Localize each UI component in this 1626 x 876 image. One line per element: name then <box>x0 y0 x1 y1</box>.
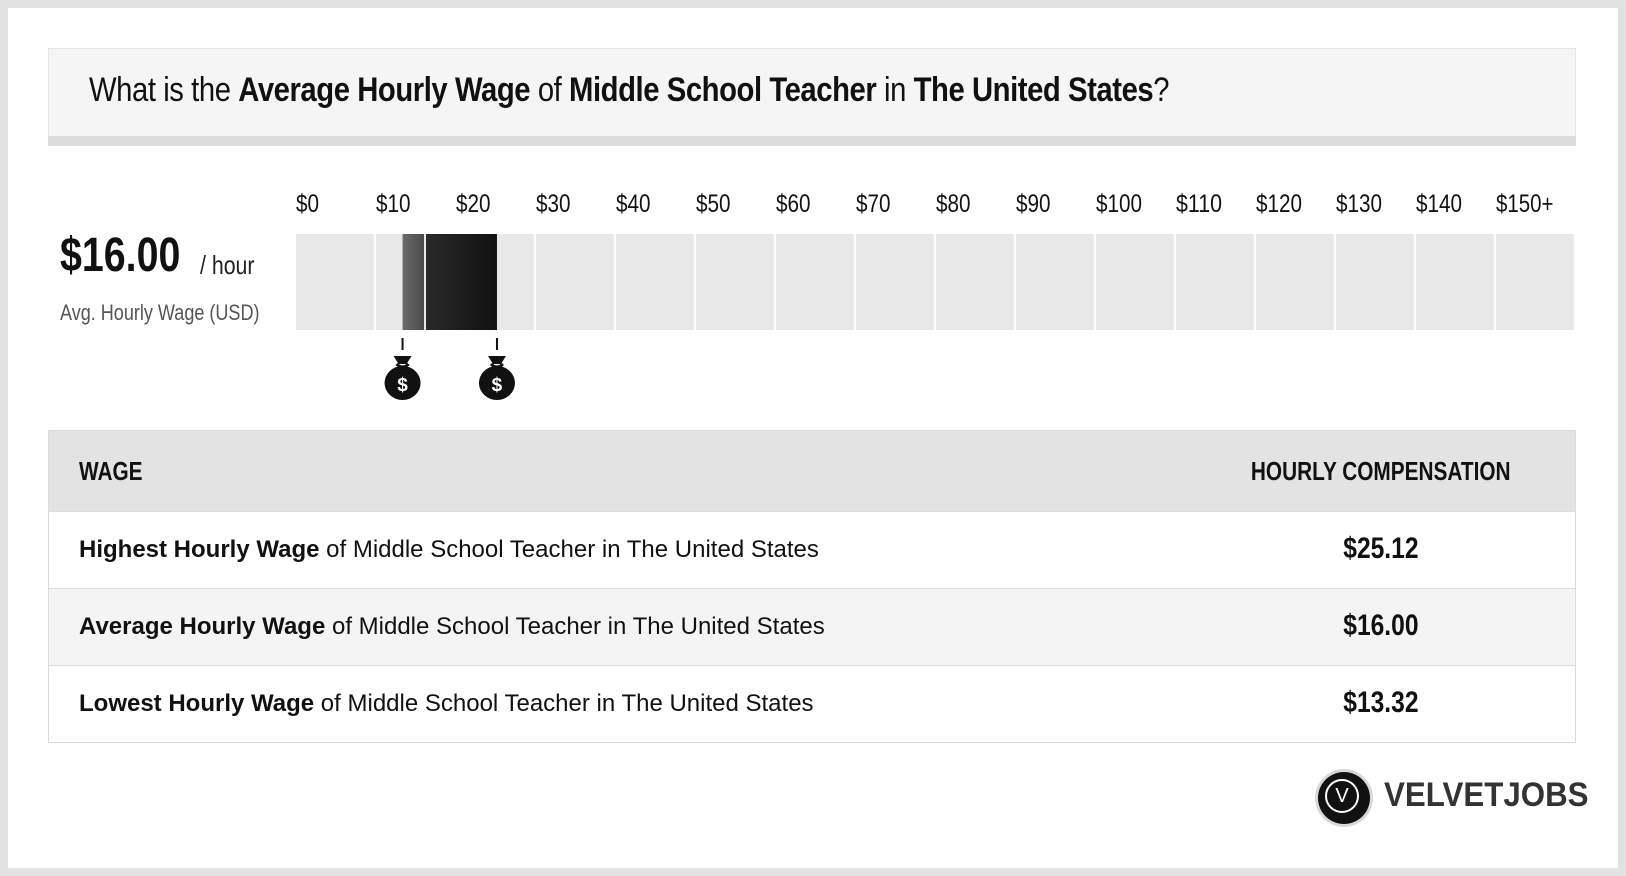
track-cell <box>536 234 614 330</box>
tick-label: $100 <box>1096 190 1142 218</box>
brand-name: VELVETJOBS <box>1384 776 1589 814</box>
track-cell <box>616 234 694 330</box>
tick-label: $10 <box>376 190 411 218</box>
wage-range-chart <box>0 0 1626 420</box>
row-value: $25.12 <box>1343 532 1419 565</box>
table-header <box>49 431 1575 511</box>
money-bag-icon <box>385 356 421 400</box>
track-cell <box>1336 234 1414 330</box>
logo-letter: V <box>1325 779 1359 813</box>
table-row <box>49 511 1575 588</box>
table-row <box>49 588 1575 665</box>
row-label-rest: of Middle School Teacher in The United States <box>314 690 814 717</box>
header-hourly-compensation: HOURLY COMPENSATION <box>1251 456 1511 486</box>
track-cell <box>1256 234 1334 330</box>
track-cell <box>856 234 934 330</box>
track-cell <box>1016 234 1094 330</box>
row-value: $16.00 <box>1343 609 1419 642</box>
header-wage: WAGE <box>79 456 143 486</box>
title-metric: Average Hourly Wage <box>238 71 531 109</box>
row-value: $13.32 <box>1343 686 1419 719</box>
money-bag-glyph: $ <box>491 375 503 396</box>
average-wage-value: $16.00 <box>60 229 181 282</box>
row-label-bold: Lowest Hourly Wage <box>79 690 315 717</box>
title-of: of <box>530 71 570 109</box>
table-row <box>49 665 1575 742</box>
average-wage-label: Avg. Hourly Wage (USD) <box>60 300 260 325</box>
title-suffix: ? <box>1153 71 1170 109</box>
tick-label: $120 <box>1256 190 1302 218</box>
tick-label: $0 <box>296 190 319 218</box>
row-label <box>79 613 825 641</box>
tick-label: $110 <box>1176 190 1222 218</box>
track-cell <box>1176 234 1254 330</box>
average-wage-unit: / hour <box>200 250 255 280</box>
tick-label: $50 <box>696 190 731 218</box>
money-bag-icon <box>479 356 515 400</box>
row-label <box>79 536 819 564</box>
tick-label: $40 <box>616 190 651 218</box>
wage-table <box>48 430 1576 743</box>
track-cell <box>1096 234 1174 330</box>
velvetjobs-brand[interactable] <box>1318 770 1589 828</box>
average-to-high-bar <box>426 234 497 330</box>
track-cell <box>936 234 1014 330</box>
tick-label: $130 <box>1336 190 1382 218</box>
track-cell <box>696 234 774 330</box>
tick-label: $30 <box>536 190 571 218</box>
track-cell <box>1416 234 1494 330</box>
row-label-bold: Average Hourly Wage <box>79 613 326 640</box>
low-to-average-bar <box>403 234 424 330</box>
tick-label: $70 <box>856 190 891 218</box>
row-label-rest: of Middle School Teacher in The United States <box>325 613 825 640</box>
track-cell <box>1496 234 1574 330</box>
velvetjobs-logo-icon <box>1318 772 1370 824</box>
row-label-bold: Highest Hourly Wage <box>79 536 320 563</box>
tick-label: $60 <box>776 190 811 218</box>
tick-label: $20 <box>456 190 491 218</box>
tick-label: $80 <box>936 190 971 218</box>
title-location: The United States <box>913 71 1154 109</box>
tick-label: $140 <box>1416 190 1462 218</box>
tick-label: $90 <box>1016 190 1051 218</box>
title-prefix: What is the <box>89 71 239 109</box>
row-label-rest: of Middle School Teacher in The United States <box>319 536 819 563</box>
title-job: Middle School Teacher <box>569 71 877 109</box>
track-cell <box>776 234 854 330</box>
title-in: in <box>876 71 914 109</box>
track-cell <box>296 234 374 330</box>
money-bag-glyph: $ <box>397 375 408 396</box>
tick-label: $150+ <box>1496 190 1554 218</box>
row-label <box>79 690 814 718</box>
